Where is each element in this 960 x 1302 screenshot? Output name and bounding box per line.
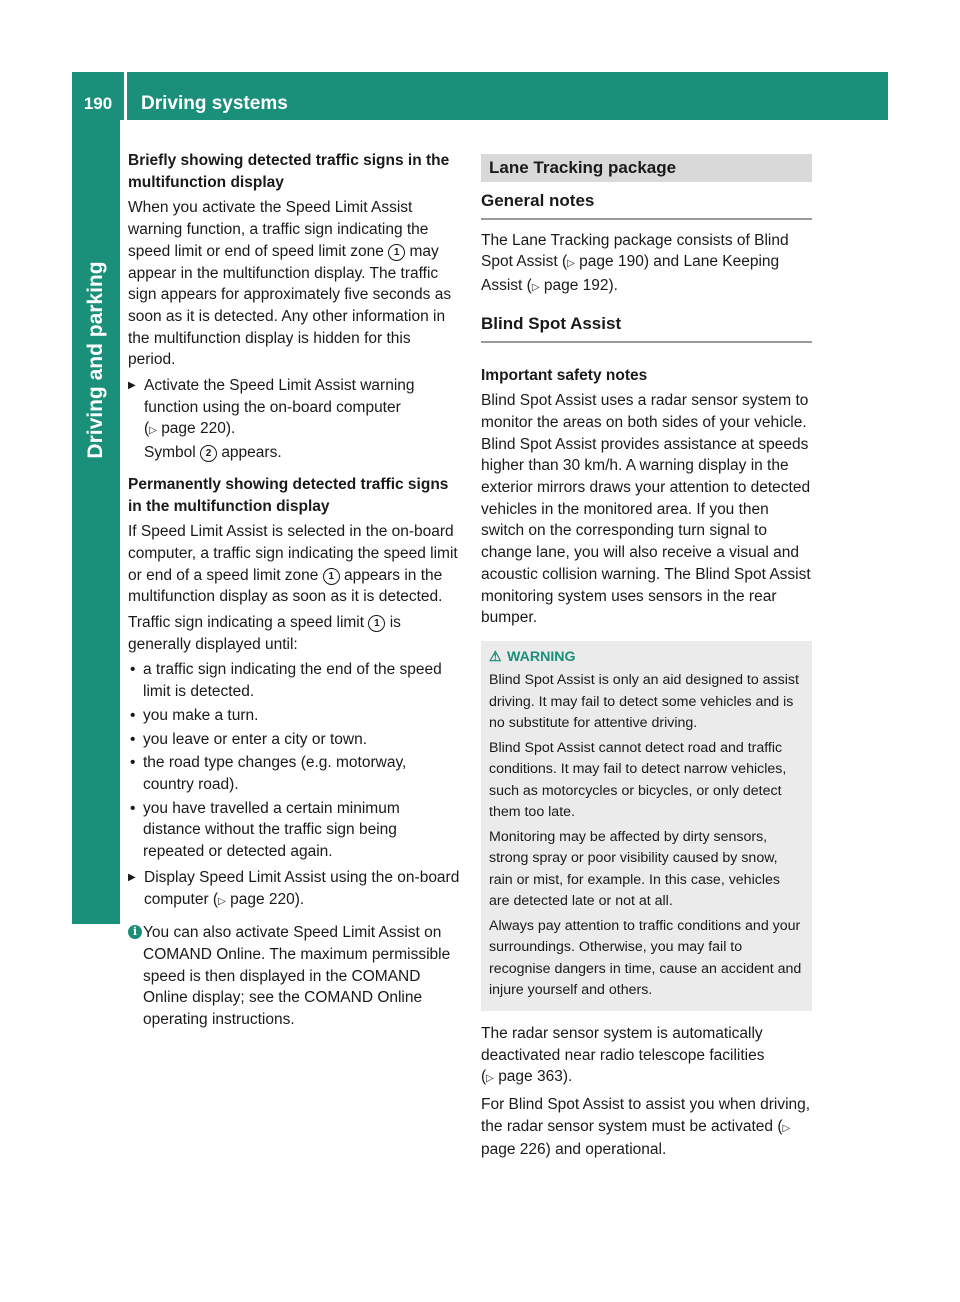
side-tab-label: Driving and parking xyxy=(84,261,107,459)
info-icon: i xyxy=(128,925,142,939)
list-item: • you make a turn. xyxy=(128,705,460,727)
condition-list xyxy=(128,659,460,862)
warning-label: WARNING xyxy=(507,648,576,665)
list-item: • you leave or enter a city or town. xyxy=(128,729,460,751)
paragraph xyxy=(128,612,460,655)
info-note xyxy=(128,922,460,1031)
paragraph: The radar sensor system is automatically deactivated near radio telescope facilities (▷ page 363). xyxy=(481,1024,765,1086)
paragraph xyxy=(128,197,460,371)
instruction-step: ▶ Activate the Speed Limit Assist warning function using the on-board computer (▷ page 220). Symbol 2 appears. xyxy=(128,375,460,464)
page-reference-link[interactable]: page 220). xyxy=(161,420,236,438)
heading-important-safety-notes: Important safety notes xyxy=(481,366,648,384)
warning-paragraph: Blind Spot Assist cannot detect road and traffic conditions. It may fail to detect narrow vehicles, such as motorcycles or bicycles, or only detect them too late. xyxy=(489,739,787,821)
warning-paragraph: Monitoring may be affected by dirty sensors, strong spray or poor visibility caused by snow, rain or mist, for example. In this case, vehicles are detected late or not at all. xyxy=(489,828,780,910)
text: If Speed Limit Assist is selected in the on-board computer, a traffic sign indicating the speed limit or end of a speed limit zone xyxy=(128,523,458,584)
list-item: • the road type changes (e.g. motorway, country road). xyxy=(128,752,460,795)
page-ref-arrow-icon: ▷ xyxy=(218,895,226,907)
text: The Lane Tracking package consists of Blind Spot Assist ( xyxy=(481,231,789,271)
warning-paragraph: Blind Spot Assist is only an aid designed to assist driving. It may fail to detect some vehicles and is no substitute for attentive driving. xyxy=(489,672,799,732)
text: is generally displayed until: xyxy=(128,614,401,653)
heading-blind-spot-assist: Blind Spot Assist xyxy=(481,313,812,343)
right-column xyxy=(481,150,812,1165)
page-reference-link[interactable]: page 363). xyxy=(498,1068,573,1086)
side-tab-bar xyxy=(72,72,120,924)
header-divider xyxy=(124,72,127,120)
section-title-lane-tracking: Lane Tracking package xyxy=(481,154,812,182)
page-ref-arrow-icon: ▷ xyxy=(531,282,540,294)
page-reference-link[interactable]: page 190) and Lane Keeping Assist ( xyxy=(481,253,780,295)
instruction-step xyxy=(128,867,460,912)
text: Activate the Speed Limit Assist warning function using the on-board computer xyxy=(144,377,415,416)
page-reference-link[interactable]: page 192). xyxy=(543,277,618,295)
page-ref-arrow-icon: ▷ xyxy=(782,1122,791,1134)
warning-heading xyxy=(489,647,804,669)
text: When you activate the Speed Limit Assist warning function, a traffic sign indicating the speed limit or end of speed limit zone xyxy=(128,199,429,260)
page-ref-arrow-icon: ▷ xyxy=(149,425,157,437)
warning-triangle-icon: ⚠ xyxy=(489,648,502,665)
paragraph: Blind Spot Assist uses a radar sensor system to monitor the areas on both sides of your vehicle. Blind Spot Assist provides assistance at speeds higher than 30 km/h. A warning display in the exterior mirrors draws your attention to detected vehicles in the monitored area. If you then switch on the corresponding turn signal to change lane, you will also receive a visual and acoustic collision warning. The Blind Spot Assist monitoring system uses sensors in the rear bumper. xyxy=(481,392,811,627)
heading-general-notes: General notes xyxy=(481,190,812,220)
page-ref-arrow-icon: ▷ xyxy=(567,258,575,270)
section-title-briefly-showing: Briefly showing detected traffic signs in the multifunction display xyxy=(128,152,450,191)
list-item: • a traffic sign indicating the end of the speed limit is detected. xyxy=(128,659,460,702)
callout-1-icon: 1 xyxy=(368,615,385,632)
paragraph xyxy=(481,230,812,299)
text: appears. xyxy=(221,444,282,462)
paragraph xyxy=(128,521,460,608)
page-reference-link[interactable]: page 220). xyxy=(230,890,305,908)
text: Display Speed Limit Assist using the on-board computer ( xyxy=(144,868,460,908)
callout-1-icon: 1 xyxy=(323,568,340,585)
paragraph xyxy=(481,1094,812,1161)
warning-paragraph: Always pay attention to traffic conditions and your surroundings. Otherwise, you may fail to recognise dangers in time, cause an accident and injure yourself and others. xyxy=(489,917,802,999)
warning-box xyxy=(481,641,812,1011)
side-tab xyxy=(71,250,121,470)
left-column xyxy=(128,150,460,1031)
section-title-permanently-showing: Permanently showing detected traffic signs in the multifunction display xyxy=(128,475,449,515)
callout-1-icon: 1 xyxy=(388,244,405,261)
chapter-title: Driving systems xyxy=(141,93,288,114)
page-number: 190 xyxy=(83,94,113,113)
page-ref-arrow-icon: ▷ xyxy=(486,1073,494,1085)
page-reference-link[interactable]: page 226) and operational. xyxy=(481,1141,667,1159)
text: appears in the multifunction display as soon as it is detected. xyxy=(128,566,443,606)
callout-2-icon: 2 xyxy=(200,445,217,462)
text: Traffic sign indicating a speed limit xyxy=(128,614,365,632)
list-item: • you have travelled a certain minimum distance without the traffic sign being repeated or detected again. xyxy=(128,798,460,863)
text: The radar sensor system is automatically deactivated near radio telescope facilities xyxy=(481,1024,765,1064)
text: Symbol xyxy=(144,444,196,462)
text: For Blind Spot Assist to assist you when driving, the radar sensor system must be activated ( xyxy=(481,1096,811,1135)
info-text: You can also activate Speed Limit Assist on COMAND Online. The maximum permissible speed is then displayed in the COMAND Online display; see the COMAND Online operating instructions. xyxy=(143,924,451,1029)
text: may appear in the multifunction display. The traffic sign appears for approximately five seconds as soon as it is detected. Any other information in the multifunction display is hidden for this period. xyxy=(128,242,452,369)
